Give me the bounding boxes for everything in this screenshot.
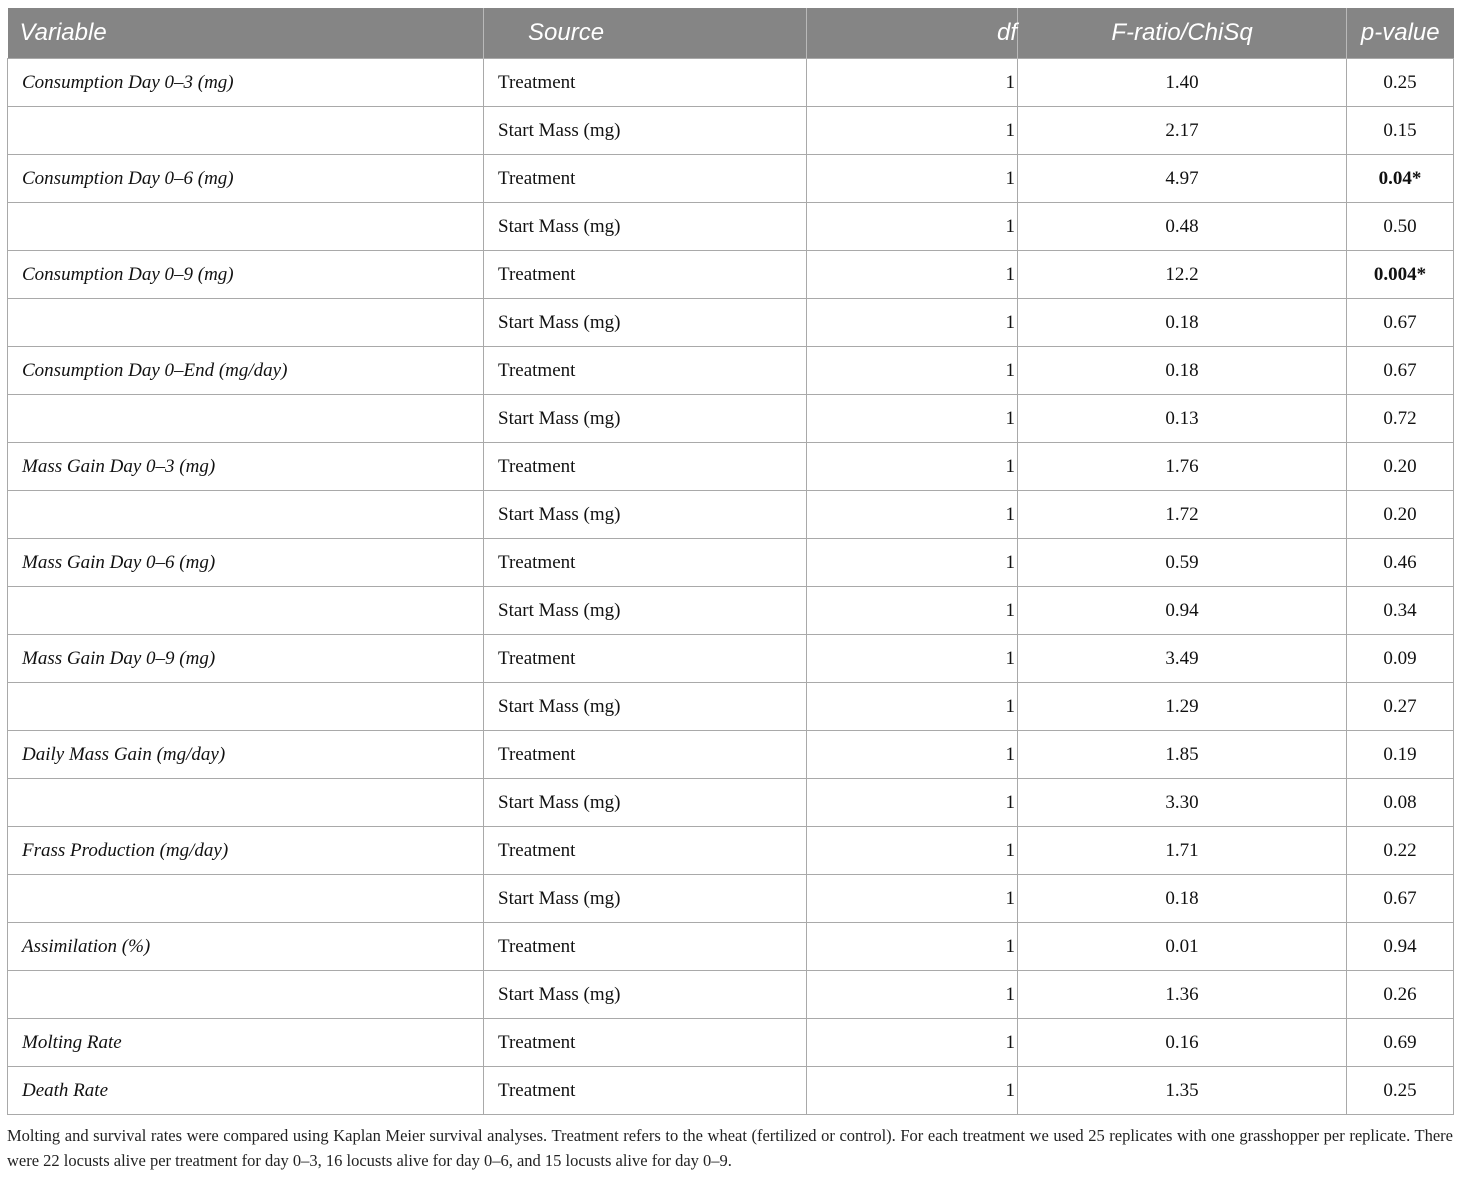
- cell-df: 1: [807, 299, 1018, 347]
- cell-df: 1: [807, 1019, 1018, 1067]
- header-df: df: [807, 8, 1018, 59]
- cell-p-value: 0.20: [1347, 491, 1454, 539]
- cell-df: 1: [807, 443, 1018, 491]
- table-row: [8, 491, 1454, 539]
- cell-source: Treatment: [484, 539, 807, 587]
- table-row: [8, 203, 1454, 251]
- table-row: [8, 587, 1454, 635]
- cell-f-ratio: 0.01: [1018, 923, 1347, 971]
- cell-p-value: 0.69: [1347, 1019, 1454, 1067]
- table-footnote: Molting and survival rates were compared using Kaplan Meier survival analyses. Treatment refers to the wheat (fertilized or control). For each treatment we used 25 replicates with one grasshopper per replicate. There were 22 locusts alive per treatment for day 0–3, 16 locusts alive for day 0–6, and 15 locusts alive for day 0–9.: [7, 1126, 1453, 1170]
- cell-variable: Death Rate: [8, 1067, 484, 1115]
- table-row: [8, 443, 1454, 491]
- cell-df: 1: [807, 491, 1018, 539]
- cell-variable: [8, 203, 484, 251]
- cell-f-ratio: 0.18: [1018, 875, 1347, 923]
- cell-p-value: 0.34: [1347, 587, 1454, 635]
- cell-p-value: 0.004*: [1347, 251, 1454, 299]
- cell-p-value: 0.72: [1347, 395, 1454, 443]
- cell-df: 1: [807, 875, 1018, 923]
- cell-source: Treatment: [484, 251, 807, 299]
- cell-variable: Mass Gain Day 0–3 (mg): [8, 443, 484, 491]
- cell-p-value: 0.27: [1347, 683, 1454, 731]
- header-variable: Variable: [8, 8, 484, 59]
- cell-variable: [8, 971, 484, 1019]
- cell-f-ratio: 0.48: [1018, 203, 1347, 251]
- cell-variable: Molting Rate: [8, 1019, 484, 1067]
- cell-variable: [8, 875, 484, 923]
- cell-p-value: 0.67: [1347, 299, 1454, 347]
- cell-df: 1: [807, 635, 1018, 683]
- table-row: [8, 683, 1454, 731]
- header-source: Source: [484, 8, 807, 59]
- cell-f-ratio: 1.35: [1018, 1067, 1347, 1115]
- table-row: [8, 395, 1454, 443]
- table-row: [8, 155, 1454, 203]
- cell-df: 1: [807, 395, 1018, 443]
- cell-df: 1: [807, 107, 1018, 155]
- table-row: [8, 827, 1454, 875]
- header-f-ratio: F-ratio/ChiSq: [1018, 8, 1347, 59]
- cell-f-ratio: 3.49: [1018, 635, 1347, 683]
- cell-p-value: 0.15: [1347, 107, 1454, 155]
- cell-p-value: 0.46: [1347, 539, 1454, 587]
- cell-f-ratio: 1.72: [1018, 491, 1347, 539]
- cell-df: 1: [807, 731, 1018, 779]
- table-row: [8, 251, 1454, 299]
- cell-f-ratio: 1.36: [1018, 971, 1347, 1019]
- cell-f-ratio: 1.40: [1018, 59, 1347, 107]
- cell-variable: Mass Gain Day 0–6 (mg): [8, 539, 484, 587]
- cell-p-value: 0.04*: [1347, 155, 1454, 203]
- table-row: [8, 107, 1454, 155]
- cell-df: 1: [807, 59, 1018, 107]
- cell-variable: Consumption Day 0–6 (mg): [8, 155, 484, 203]
- cell-df: 1: [807, 923, 1018, 971]
- table-row: [8, 299, 1454, 347]
- cell-p-value: 0.19: [1347, 731, 1454, 779]
- header-p-value: p-value: [1347, 8, 1454, 59]
- cell-p-value: 0.50: [1347, 203, 1454, 251]
- table-body: [8, 59, 1454, 1115]
- cell-variable: [8, 491, 484, 539]
- cell-variable: [8, 587, 484, 635]
- cell-f-ratio: 1.76: [1018, 443, 1347, 491]
- cell-f-ratio: 2.17: [1018, 107, 1347, 155]
- cell-source: Treatment: [484, 347, 807, 395]
- cell-variable: [8, 107, 484, 155]
- cell-source: Treatment: [484, 59, 807, 107]
- cell-variable: Frass Production (mg/day): [8, 827, 484, 875]
- cell-source: Start Mass (mg): [484, 875, 807, 923]
- cell-source: Start Mass (mg): [484, 107, 807, 155]
- table-row: [8, 347, 1454, 395]
- cell-f-ratio: 1.85: [1018, 731, 1347, 779]
- cell-p-value: 0.94: [1347, 923, 1454, 971]
- cell-df: 1: [807, 683, 1018, 731]
- cell-f-ratio: 1.71: [1018, 827, 1347, 875]
- table-row: [8, 731, 1454, 779]
- cell-variable: [8, 395, 484, 443]
- cell-variable: [8, 779, 484, 827]
- table-container: [7, 8, 1453, 1173]
- cell-df: 1: [807, 203, 1018, 251]
- cell-df: 1: [807, 155, 1018, 203]
- cell-source: Start Mass (mg): [484, 971, 807, 1019]
- cell-source: Start Mass (mg): [484, 395, 807, 443]
- cell-variable: Consumption Day 0–3 (mg): [8, 59, 484, 107]
- cell-variable: Consumption Day 0–End (mg/day): [8, 347, 484, 395]
- cell-source: Start Mass (mg): [484, 683, 807, 731]
- cell-source: Treatment: [484, 635, 807, 683]
- cell-f-ratio: 1.29: [1018, 683, 1347, 731]
- cell-p-value: 0.08: [1347, 779, 1454, 827]
- cell-source: Treatment: [484, 827, 807, 875]
- cell-df: 1: [807, 539, 1018, 587]
- cell-variable: [8, 299, 484, 347]
- cell-f-ratio: 0.18: [1018, 347, 1347, 395]
- cell-f-ratio: 0.94: [1018, 587, 1347, 635]
- table-row: [8, 539, 1454, 587]
- cell-p-value: 0.67: [1347, 347, 1454, 395]
- cell-source: Treatment: [484, 443, 807, 491]
- cell-p-value: 0.26: [1347, 971, 1454, 1019]
- header-row: [8, 8, 1454, 59]
- cell-variable: Consumption Day 0–9 (mg): [8, 251, 484, 299]
- cell-f-ratio: 3.30: [1018, 779, 1347, 827]
- cell-source: Treatment: [484, 923, 807, 971]
- table-row: [8, 59, 1454, 107]
- cell-df: 1: [807, 971, 1018, 1019]
- cell-f-ratio: 4.97: [1018, 155, 1347, 203]
- cell-f-ratio: 0.13: [1018, 395, 1347, 443]
- cell-source: Treatment: [484, 731, 807, 779]
- table-row: [8, 971, 1454, 1019]
- table-row: [8, 635, 1454, 683]
- results-table: [7, 8, 1454, 1115]
- table-row: [8, 1019, 1454, 1067]
- cell-df: 1: [807, 251, 1018, 299]
- cell-df: 1: [807, 1067, 1018, 1115]
- cell-source: Treatment: [484, 1067, 807, 1115]
- cell-source: Start Mass (mg): [484, 299, 807, 347]
- cell-f-ratio: 0.18: [1018, 299, 1347, 347]
- cell-variable: Daily Mass Gain (mg/day): [8, 731, 484, 779]
- cell-p-value: 0.22: [1347, 827, 1454, 875]
- cell-source: Start Mass (mg): [484, 491, 807, 539]
- cell-df: 1: [807, 347, 1018, 395]
- table-row: [8, 1067, 1454, 1115]
- cell-variable: [8, 683, 484, 731]
- table-row: [8, 779, 1454, 827]
- cell-df: 1: [807, 827, 1018, 875]
- cell-p-value: 0.25: [1347, 1067, 1454, 1115]
- cell-p-value: 0.67: [1347, 875, 1454, 923]
- cell-f-ratio: 12.2: [1018, 251, 1347, 299]
- cell-df: 1: [807, 587, 1018, 635]
- cell-source: Start Mass (mg): [484, 587, 807, 635]
- cell-source: Start Mass (mg): [484, 203, 807, 251]
- cell-f-ratio: 0.16: [1018, 1019, 1347, 1067]
- cell-source: Start Mass (mg): [484, 779, 807, 827]
- cell-p-value: 0.09: [1347, 635, 1454, 683]
- cell-source: Treatment: [484, 155, 807, 203]
- cell-variable: Mass Gain Day 0–9 (mg): [8, 635, 484, 683]
- cell-f-ratio: 0.59: [1018, 539, 1347, 587]
- cell-df: 1: [807, 779, 1018, 827]
- cell-variable: Assimilation (%): [8, 923, 484, 971]
- cell-source: Treatment: [484, 1019, 807, 1067]
- table-row: [8, 923, 1454, 971]
- cell-p-value: 0.20: [1347, 443, 1454, 491]
- cell-p-value: 0.25: [1347, 59, 1454, 107]
- table-row: [8, 875, 1454, 923]
